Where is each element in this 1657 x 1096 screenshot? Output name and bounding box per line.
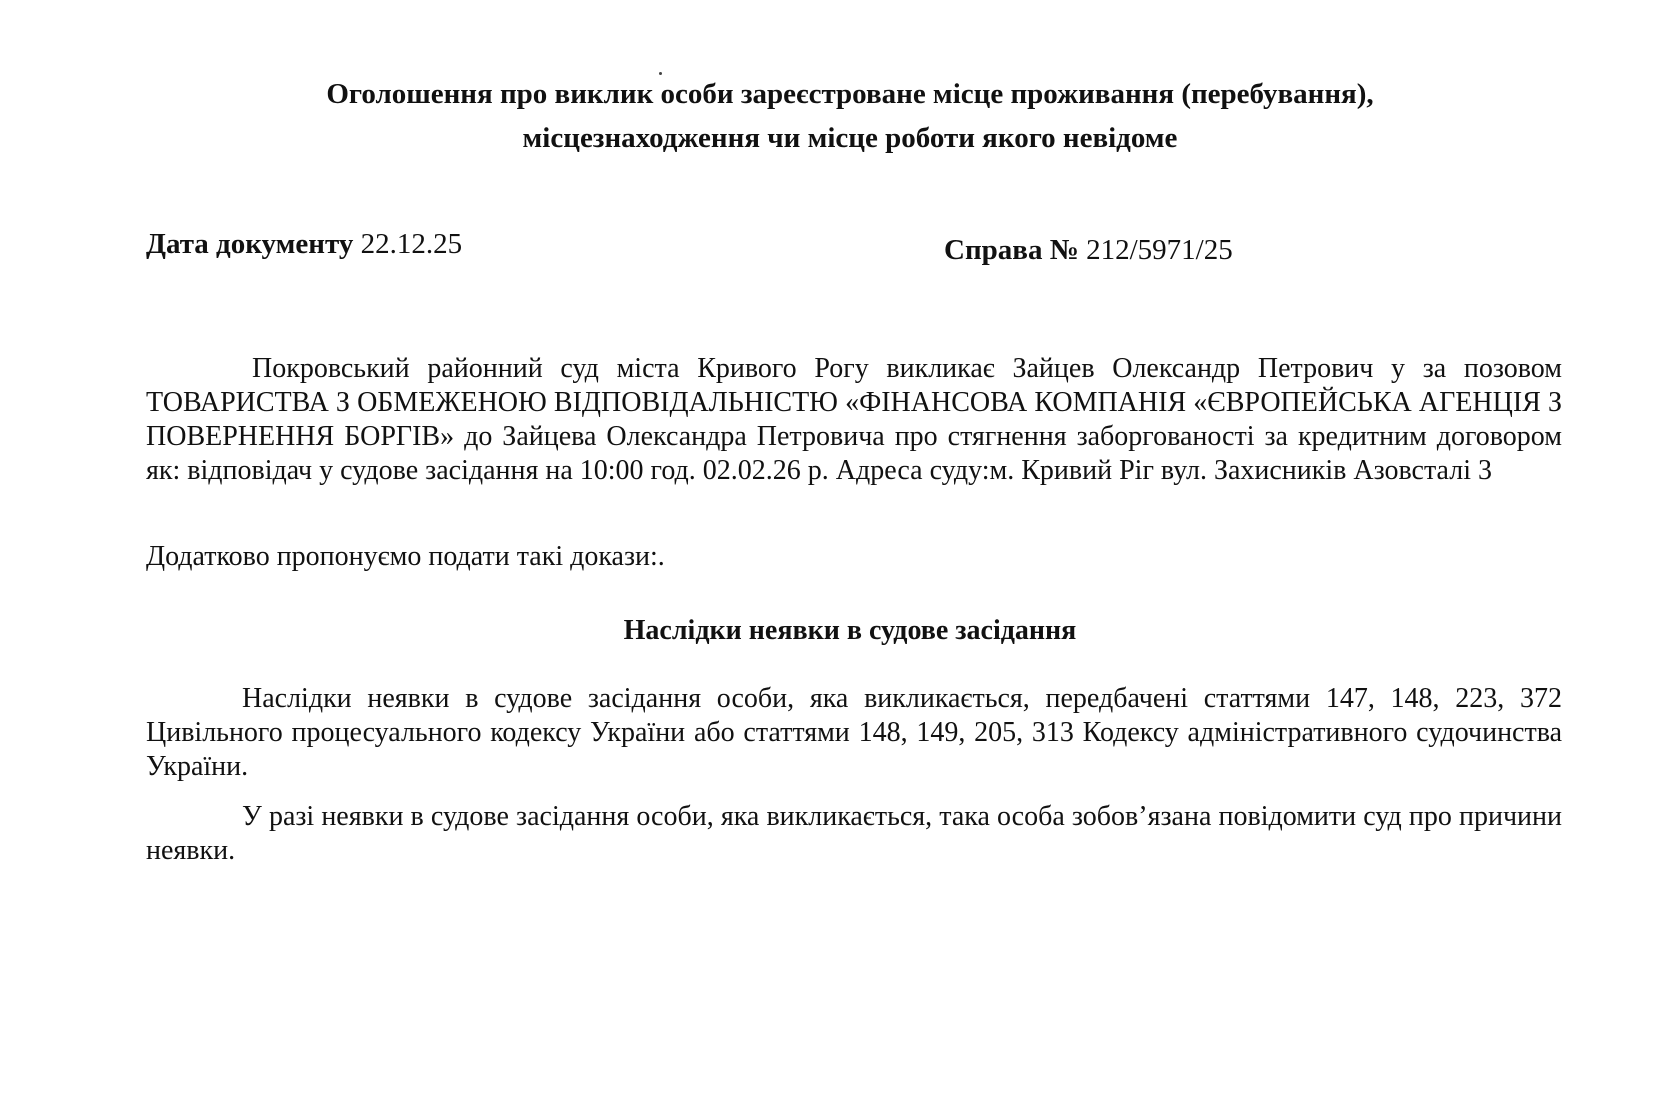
section-heading: Наслідки неявки в судове засідання	[623, 615, 1077, 646]
summons-paragraph: Покровський районний суд міста Кривого Рогу викликає Зайцев Олександр Петрович у за позовом ТОВАРИСТВА З ОБМЕЖЕНОЮ ВІДПОВІДАЛЬНІСТЮ «ФІНАНСОВА КОМПАНІЯ «ЄВРОПЕЙСЬКА АГЕНЦІЯ З ПОВЕРНЕННЯ БОРГІВ» до Зайцева Олександра Петровича про стягнення заборгованості за кредитним договором як: відповідач у судове засідання на 10:00 год. 02.02.26 р. Адреса суду:м. Кривий Ріг вул. Захисників Азовсталі 3	[146, 353, 1562, 486]
duty-paragraph: У разі неявки в судове засідання особи, яка викликається, така особа зобов’язана повідомити суд про причини неявки.	[146, 801, 1562, 866]
case-number-label: Справа №	[944, 234, 1079, 266]
document-date-value: 22.12.25	[360, 228, 463, 260]
evidence-line: Додатково пропонуємо подати такі докази:.	[146, 541, 665, 572]
document-date-label: Дата документу	[146, 228, 354, 260]
case-number	[944, 232, 1233, 268]
document-title-line-1: Оголошення про виклик особи зареєстроване місце проживання (перебування),	[326, 78, 1374, 110]
consequences-paragraph: Наслідки неявки в судове засідання особи, яка викликається, передбачені статтями 147, 148, 223, 372 Цивільного процесуального кодексу України або статтями 148, 149, 205, 313 Кодексу адміністративного судочинства України.	[146, 683, 1562, 782]
document-title-line-2: місцезнаходження чи місце роботи якого невідоме	[522, 122, 1178, 154]
document-date	[146, 226, 462, 262]
scan-speck	[659, 72, 662, 75]
case-number-value: 212/5971/25	[1086, 234, 1233, 266]
